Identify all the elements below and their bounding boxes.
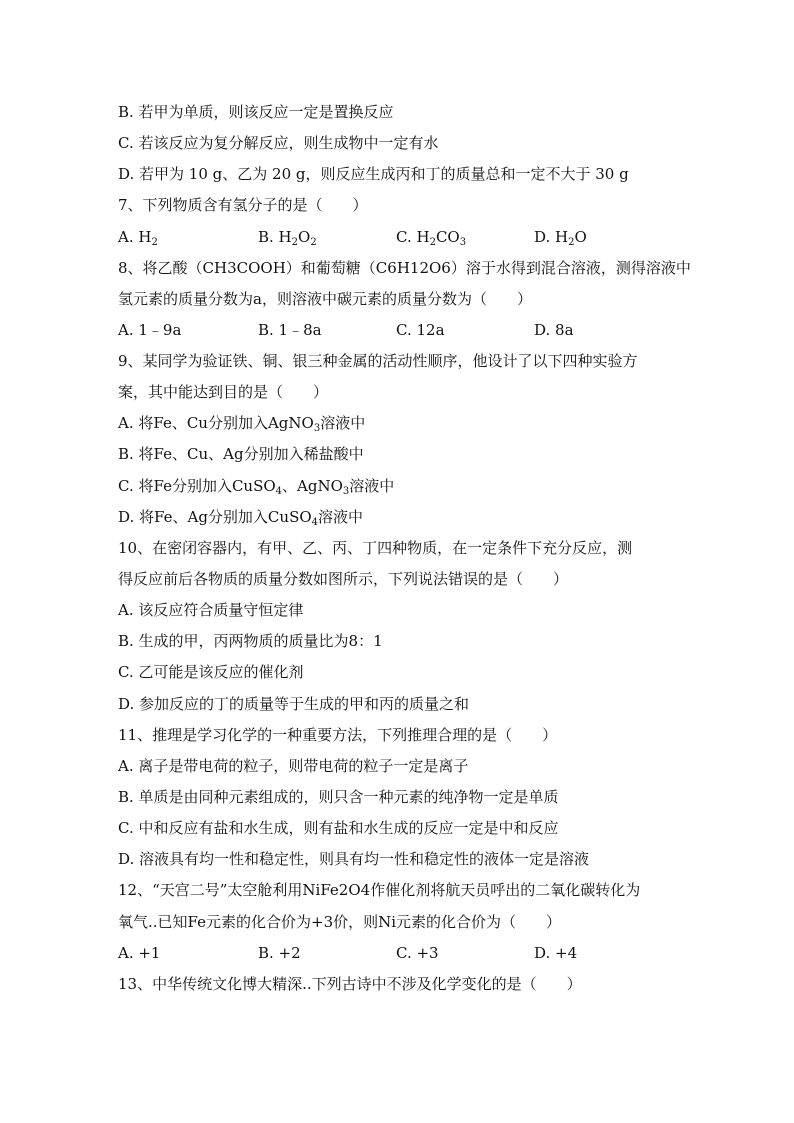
question-12-line2: 氧气..已知Fe元素的化合价为+3价，则Ni元素的化合价为（ ）	[118, 913, 562, 931]
q9-option-a: A. 将Fe、Cu分别加入AgNO$_3$溶液中	[118, 414, 366, 434]
q9-option-d: D. 将Fe、Ag分别加入CuSO$_4$溶液中	[118, 508, 364, 528]
question-8-line2: 氢元素的质量分数为a，则溶液中碳元素的质量分数为（ ）	[118, 290, 532, 308]
question-8-line1: 8、将乙酸（CH3COOH）和葡萄糖（C6H12O6）溶于水得到混合溶液，测得溶液中	[118, 259, 691, 277]
q10-option-c: C. 乙可能是该反应的催化剂	[118, 663, 304, 681]
q7-option-d: D. $H_2O$	[534, 228, 587, 248]
q12-option-c: C. +3	[396, 944, 439, 962]
q9-option-c: C. 将Fe分别加入CuSO$_4$、AgNO$_3$溶液中	[118, 477, 395, 497]
q8-option-b: B. 1﹣8a	[258, 321, 322, 339]
q6-option-b: B. 若甲为单质，则该反应一定是置换反应	[118, 103, 394, 121]
q8-option-c: C. 12a	[396, 321, 445, 339]
q10-option-b: B. 生成的甲，丙两物质的质量比为8：1	[118, 632, 383, 650]
q8-option-a: A. 1﹣9a	[118, 321, 182, 339]
q11-option-a: A. 离子是带电荷的粒子，则带电荷的粒子一定是离子	[118, 757, 469, 775]
question-10-line2: 得反应前后各物质的质量分数如图所示，下列说法错误的是（ ）	[118, 570, 569, 588]
question-12-line1: 12、“天宫二号”太空舱利用NiFe2O4作催化剂将航天员呼出的二氧化碳转化为	[118, 881, 641, 899]
question-13: 13、中华传统文化博大精深..下列古诗中不涉及化学变化的是（ ）	[118, 975, 582, 993]
q7-option-a: A. $H_2$	[118, 228, 158, 248]
q11-option-d: D. 溶液具有均一性和稳定性，则具有均一性和稳定性的液体一定是溶液	[118, 850, 590, 868]
q7-option-b: B. $H_2O_2$	[258, 228, 317, 248]
q11-option-c: C. 中和反应有盐和水生成，则有盐和水生成的反应一定是中和反应	[118, 819, 559, 837]
q10-option-a: A. 该反应符合质量守恒定律	[118, 601, 304, 619]
q12-option-a: A. +1	[118, 944, 161, 962]
q11-option-b: B. 单质是由同种元素组成的，则只含一种元素的纯净物一定是单质	[118, 788, 559, 806]
q8-option-d: D. 8a	[534, 321, 574, 339]
question-11: 11、推理是学习化学的一种重要方法，下列推理合理的是（ ）	[118, 726, 558, 744]
question-9-line1: 9、某同学为验证铁、铜、银三种金属的活动性顺序，他设计了以下四种实验方	[118, 352, 638, 370]
q12-option-d: D. +4	[534, 944, 578, 962]
question-9-line2: 案，其中能达到目的是（ ）	[118, 383, 329, 401]
q9-option-b: B. 将Fe、Cu、Ag分别加入稀盐酸中	[118, 445, 364, 463]
question-7: 7、下列物质含有氢分子的是（ ）	[118, 196, 368, 214]
q12-option-b: B. +2	[258, 944, 301, 962]
q6-option-d: D. 若甲为 10 g、乙为 20 g，则反应生成丙和丁的质量总和一定不大于 30 g	[118, 165, 629, 183]
question-10-line1: 10、在密闭容器内，有甲、乙、丙、丁四种物质，在一定条件下充分反应，测	[118, 539, 633, 557]
q6-option-c: C. 若该反应为复分解反应，则生成物中一定有水	[118, 134, 439, 152]
q7-option-c: C. $H_2CO_3$	[396, 228, 467, 248]
q10-option-d: D. 参加反应的丁的质量等于生成的甲和丙的质量之和	[118, 695, 470, 713]
